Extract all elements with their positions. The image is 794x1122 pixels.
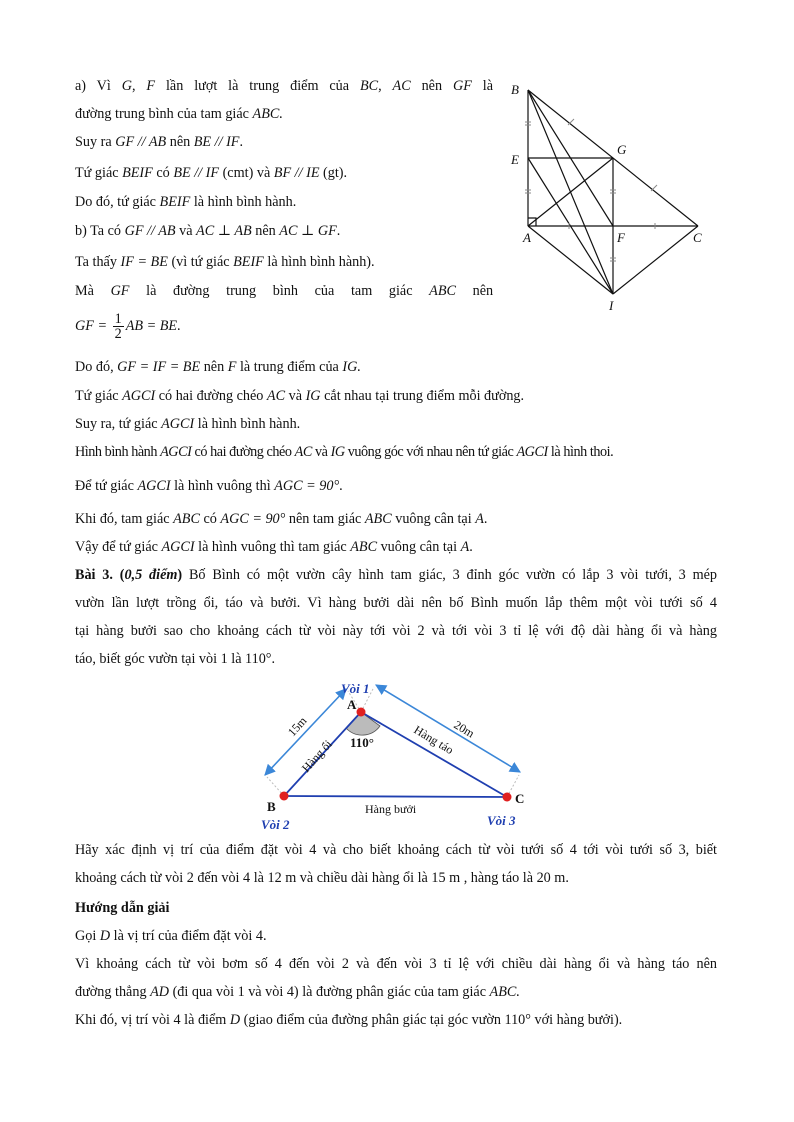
text: đường trung bình của tam giác xyxy=(75,106,249,122)
vertex-b xyxy=(280,792,289,801)
math: GF // AB xyxy=(115,134,167,150)
math: AC ⊥ AB xyxy=(196,223,252,239)
text: nên xyxy=(169,134,191,150)
segment-ag xyxy=(528,158,613,226)
text: đường thẳng xyxy=(75,984,147,1000)
label-hang-buoi: Hàng bưởi xyxy=(365,802,417,816)
label-voi2: Vòi 2 xyxy=(261,817,290,832)
side-hang-tao xyxy=(361,712,507,797)
math: AGCI xyxy=(160,444,192,460)
solution-line4 xyxy=(75,1011,622,1029)
text: Bố Bình có một vườn cây hình tam giác, 3 đỉnh góc vườn có lắp 3 vòi tưới, 3 mép xyxy=(188,567,718,583)
math: BEIF xyxy=(159,194,191,210)
line-b1 xyxy=(75,222,340,240)
text: có xyxy=(203,511,217,527)
text: nên xyxy=(255,223,276,239)
math: GF = xyxy=(75,318,108,334)
text: có hai đường chéo xyxy=(194,444,292,460)
segment-ai xyxy=(528,226,613,294)
text: tam xyxy=(350,283,373,299)
text: Tứ giác xyxy=(75,165,119,181)
text: . xyxy=(339,478,343,494)
math: AGCI xyxy=(122,388,156,404)
line-b3 xyxy=(75,282,493,300)
text: . xyxy=(336,223,341,239)
text: b) Ta có xyxy=(75,223,122,239)
math: BE // IF xyxy=(193,134,240,150)
label-a: A xyxy=(523,230,531,245)
math: D xyxy=(99,928,111,944)
math: BEIF xyxy=(233,254,264,270)
text: đường xyxy=(173,283,210,299)
math-f: F xyxy=(146,78,156,94)
text: của xyxy=(314,283,335,299)
math: IG xyxy=(330,444,345,460)
math: IF = BE xyxy=(120,254,168,270)
angle-label: 110° xyxy=(350,735,374,750)
text: (gt). xyxy=(323,165,348,181)
text: là vị trí của điểm đặt vòi 4. xyxy=(113,928,267,944)
vertex-a xyxy=(357,708,366,717)
line-b9 xyxy=(75,477,343,495)
length-ab: 15m xyxy=(284,713,310,740)
text: là hình bình hành. xyxy=(197,416,301,432)
text: Mà xyxy=(75,283,94,299)
math: IG xyxy=(305,388,321,404)
dimension-arrow-ac xyxy=(376,685,520,772)
text: Gọi xyxy=(75,928,97,944)
text: . xyxy=(469,539,473,555)
geometry-figure xyxy=(505,78,745,318)
label-hang-oi: Hàng ổi xyxy=(298,737,335,776)
fraction xyxy=(113,312,124,341)
math: AGC = 90° xyxy=(274,478,340,494)
text: (giao điểm của đường phân giác tại góc vườn 110° với hàng bưởi). xyxy=(243,1012,623,1028)
text: Ta thấy xyxy=(75,254,117,270)
text: giác xyxy=(388,283,413,299)
text: vuông cân tại xyxy=(395,511,472,527)
text: có xyxy=(156,165,170,181)
math: BE // IF xyxy=(173,165,220,181)
text: là hình vuông thì xyxy=(174,478,271,494)
label-f: F xyxy=(617,230,625,245)
numerator: 1 xyxy=(114,311,122,328)
text: là trung điểm của xyxy=(239,359,339,375)
line-a5 xyxy=(75,193,296,211)
math: ABC xyxy=(364,511,392,527)
question-line1: Hãy xác định vị trí của điểm đặt vòi 4 và cho biết khoảng cách từ vòi tưới số 4 tới vòi tưới số 3, biết xyxy=(75,842,717,858)
text: trung xyxy=(226,283,257,299)
text: Để tứ giác xyxy=(75,478,134,494)
label-a: A xyxy=(347,697,357,712)
text: Khi đó, tam giác xyxy=(75,511,170,527)
math: AGC = 90° xyxy=(220,511,286,527)
line-b4 xyxy=(75,312,181,341)
label-voi3: Vòi 3 xyxy=(487,813,516,828)
question-line2: khoảng cách từ vòi 2 đến vòi 4 là 12 m và chiều dài hàng ổi là 15 m , hàng táo là 20 m. xyxy=(75,870,569,886)
garden-figure xyxy=(255,675,535,835)
line-b10 xyxy=(75,510,487,528)
line-a3 xyxy=(75,133,243,151)
line-a2 xyxy=(75,105,283,123)
solution-line3 xyxy=(75,983,520,1001)
text: , xyxy=(378,78,382,94)
math: AGCI xyxy=(516,444,548,460)
text: Do đó, tứ giác xyxy=(75,194,156,210)
line-b7 xyxy=(75,415,300,433)
text: ) xyxy=(177,567,183,583)
text: và xyxy=(179,223,193,239)
text: Vậy để tứ giác xyxy=(75,539,158,555)
math: ABC xyxy=(173,511,200,527)
text: có hai đường chéo xyxy=(158,388,264,404)
text: . xyxy=(177,318,181,334)
segment-ic xyxy=(613,226,698,294)
text: . xyxy=(239,134,244,150)
text: là hình vuông thì tam giác xyxy=(198,539,347,555)
bai3-line2: vườn lần lượt trồng ổi, táo và bưởi. Vì hàng bưởi dài nên bố Bình muốn lắp thêm một vòi tưới số 4 xyxy=(75,595,717,611)
math: AGCI xyxy=(161,539,195,555)
line-b8 xyxy=(75,443,613,461)
text: là hình bình hành. xyxy=(193,194,297,210)
text: và xyxy=(314,444,328,460)
problem-title: Bài 3. ( xyxy=(75,567,125,583)
length-ac: 20m xyxy=(451,717,477,741)
bai3-line3: tại hàng bưởi sao cho khoảng cách từ vòi này tới vòi 2 và tới vòi 3 tỉ lệ với độ dài hàng ổi và hàng xyxy=(75,623,717,639)
line-a1 xyxy=(75,77,493,95)
text: là xyxy=(146,283,157,299)
text: , xyxy=(131,78,136,94)
math: AD xyxy=(150,984,170,1000)
text: vuông góc với nhau nên tứ giác xyxy=(347,444,514,460)
math: F xyxy=(227,359,237,375)
line-a4 xyxy=(75,164,347,182)
label-hang-tao: Hàng táo xyxy=(411,722,457,758)
bai3-line4: táo, biết góc vườn tại vòi 1 là 110°. xyxy=(75,651,276,667)
text: nên xyxy=(472,283,494,299)
line-b6 xyxy=(75,387,524,405)
math: GF // AB xyxy=(124,223,176,239)
text: cắt nhau tại trung điểm mỗi đường. xyxy=(324,388,525,404)
math: IG. xyxy=(342,359,361,375)
math: BEIF xyxy=(122,165,153,181)
math-ac: AC xyxy=(392,78,411,94)
bai3-line1 xyxy=(75,566,717,584)
text: Khi đó, vị trí vòi 4 là điểm xyxy=(75,1012,227,1028)
text: lần lượt là trung điểm của xyxy=(165,78,350,94)
solution-heading: Hướng dẫn giải xyxy=(75,900,170,916)
text: Suy ra xyxy=(75,134,112,150)
line-b5 xyxy=(75,358,361,376)
math: AB = BE xyxy=(125,318,178,334)
math: BF // IE xyxy=(273,165,320,181)
math: AGCI xyxy=(161,416,195,432)
denominator: 2 xyxy=(114,326,122,343)
label-i: I xyxy=(609,298,614,313)
text: (vì tứ giác xyxy=(171,254,230,270)
label-g: G xyxy=(617,142,627,157)
solution-line2: Vì khoảng cách từ vòi bơm số 4 đến vòi 2 và đến vòi 3 tỉ lệ với chiều dài hàng ổi và hàng táo nên xyxy=(75,956,717,972)
solution-line1 xyxy=(75,927,267,945)
text: Suy ra, tứ giác xyxy=(75,416,158,432)
math: ABC. xyxy=(489,984,520,1000)
math-g: G xyxy=(121,78,132,94)
label-voi1: Vòi 1 xyxy=(341,681,370,696)
label-b: B xyxy=(267,799,276,814)
math: AGCI xyxy=(137,478,171,494)
text: (cmt) và xyxy=(222,165,271,181)
text: là xyxy=(482,78,494,94)
text: nên tam giác xyxy=(288,511,362,527)
label-c: C xyxy=(693,230,702,245)
label-e: E xyxy=(511,152,519,167)
text: Do đó, xyxy=(75,359,114,375)
math: GF = IF = BE xyxy=(117,359,201,375)
vertex-c xyxy=(503,793,512,802)
math: ABC xyxy=(429,283,456,299)
text: nên xyxy=(421,78,443,94)
math: GF xyxy=(110,283,130,299)
line-b2 xyxy=(75,253,375,271)
math-bc: BC xyxy=(359,78,379,94)
label-c: C xyxy=(515,791,525,806)
line-b11 xyxy=(75,538,473,556)
math: ABC xyxy=(350,539,378,555)
math: A xyxy=(460,539,470,555)
math: D xyxy=(229,1012,241,1028)
text: và xyxy=(288,388,303,404)
math: AC ⊥ GF xyxy=(279,223,337,239)
math: AC xyxy=(294,444,312,460)
text: Hình bình hành xyxy=(75,444,157,460)
text: là hình thoi. xyxy=(550,444,614,460)
text: . xyxy=(483,511,488,527)
text: a) Vì xyxy=(75,78,111,94)
text: là hình bình hành). xyxy=(267,254,375,270)
math-gf: GF xyxy=(452,78,472,94)
text: Tứ giác xyxy=(75,388,119,404)
label-b: B xyxy=(511,82,519,97)
text: (đi qua vòi 1 và vòi 4) là đường phân giác của tam giác xyxy=(172,984,486,1000)
side-hang-buoi xyxy=(284,796,507,797)
text: nên xyxy=(203,359,225,375)
text: vuông cân tại xyxy=(380,539,458,555)
math: AC xyxy=(266,388,286,404)
problem-score: 0,5 điểm xyxy=(124,567,178,583)
math: A xyxy=(475,511,484,527)
math-abc: ABC. xyxy=(252,106,283,122)
text: bình xyxy=(272,283,298,299)
